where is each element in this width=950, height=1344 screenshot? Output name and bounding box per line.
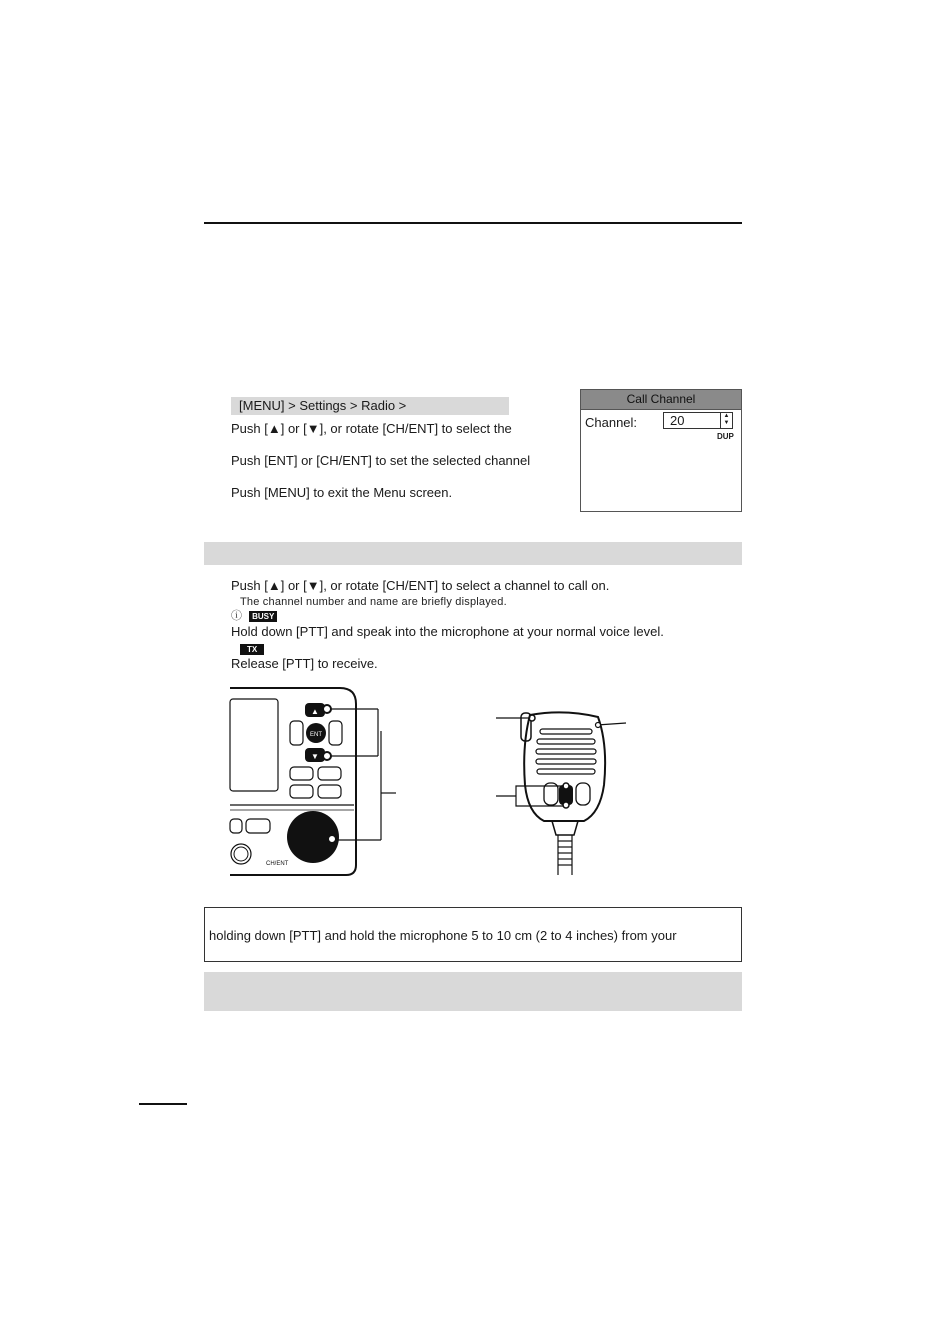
svg-text:▲: ▲: [311, 707, 319, 716]
tx-step-1-note: The channel number and name are briefly displayed.: [240, 596, 507, 608]
speaker-grille-icon: [536, 729, 596, 774]
busy-badge: BUSY: [249, 611, 277, 622]
screen-title: Call Channel: [581, 390, 741, 410]
spin-arrows-icon: ▲ ▼: [720, 413, 732, 428]
section-bar-transmitting: [204, 542, 742, 565]
call-step-3: Push [MENU] to exit the Menu screen.: [231, 485, 453, 500]
busy-line: [231, 609, 277, 623]
radio-panel-illustration: [228, 685, 408, 880]
page-number-rule: [139, 1103, 187, 1105]
tx-step-2: Hold down [PTT] and speak into the microphone at your normal voice level.: [231, 624, 664, 639]
info-box-text: holding down [PTT] and hold the microphone 5 to 10 cm (2 to 4 inches) from your: [209, 928, 677, 943]
tx-step-3: Release [PTT] to receive.: [231, 656, 378, 671]
channel-label: Channel:: [585, 415, 638, 430]
tx-badge: TX: [240, 644, 264, 655]
section-bar-next: [204, 972, 742, 1011]
channel-field: [663, 412, 733, 429]
call-step-2: Push [ENT] or [CH/ENT] to set the selected channel: [231, 453, 531, 468]
info-icon: ⓘ: [231, 610, 242, 622]
dup-indicator: DUP: [717, 432, 734, 441]
menu-path: [MENU] > Settings > Radio >: [231, 397, 509, 415]
channel-value: 20: [670, 413, 685, 428]
call-step-1: Push [▲] or [▼], or rotate [CH/ENT] to select the: [231, 421, 512, 436]
ent-key-label: ENT: [310, 732, 322, 738]
knob-label: CH/ENT: [266, 861, 289, 867]
microphone-illustration: [492, 705, 632, 880]
tx-step-1: Push [▲] or [▼], or rotate [CH/ENT] to select a channel to call on.: [231, 578, 610, 593]
cable-icon: [558, 835, 572, 875]
call-channel-screen: [580, 389, 742, 512]
svg-text:▼: ▼: [311, 752, 319, 761]
header-rule: [204, 222, 742, 224]
info-box: [204, 907, 742, 962]
